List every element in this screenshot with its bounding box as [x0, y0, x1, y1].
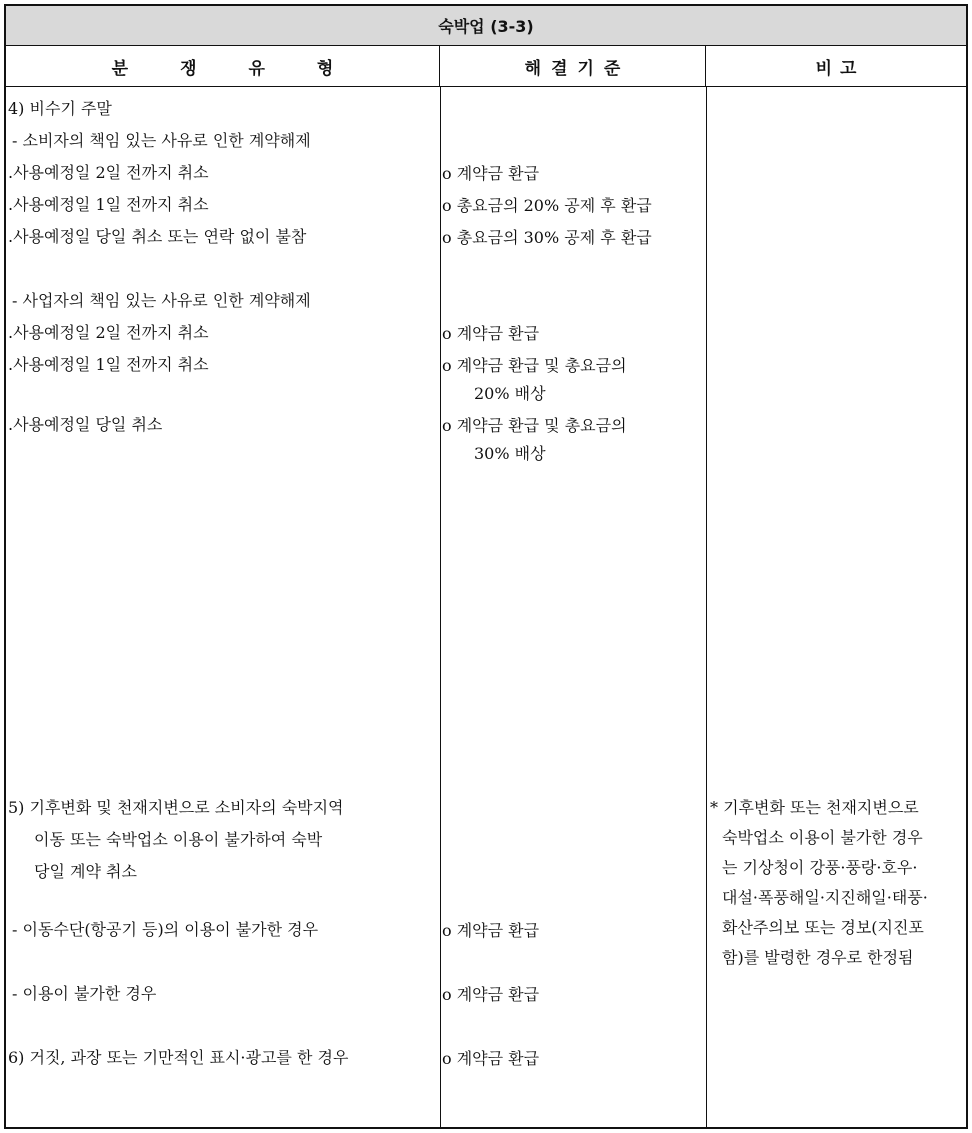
- consumer-fault-heading: - 소비자의 책임 있는 사유로 인한 계약해제: [12, 131, 311, 150]
- header-dispute-type: 분쟁유형: [6, 46, 440, 86]
- business-resolution-2-line1: o 계약금 환급 및 총요금의: [442, 356, 627, 375]
- section5-resolution-1: o 계약금 환급: [442, 921, 540, 940]
- section5-heading-line1: 5) 기후변화 및 천재지변으로 소비자의 숙박지역: [8, 798, 344, 817]
- section5-heading-line3: 당일 계약 취소: [34, 862, 137, 881]
- column-divider: [706, 87, 707, 1127]
- section6-case: 6) 거짓, 과장 또는 기만적인 표시·광고를 한 경우: [8, 1048, 349, 1067]
- remark-line: 는 기상청이 강풍·풍랑·호우·: [722, 858, 918, 877]
- section5-resolution-2: o 계약금 환급: [442, 985, 540, 1004]
- remark-line: 화산주의보 또는 경보(지진포: [722, 918, 924, 937]
- consumer-resolution-2: o 총요금의 20% 공제 후 환급: [442, 196, 652, 215]
- remark-line: * 기후변화 또는 천재지변으로: [710, 798, 919, 817]
- business-resolution-2-line2: 20% 배상: [474, 384, 546, 403]
- consumer-resolution-1: o 계약금 환급: [442, 164, 540, 183]
- business-case-2: .사용예정일 1일 전까지 취소: [8, 355, 209, 374]
- business-case-3: .사용예정일 당일 취소: [8, 415, 163, 434]
- business-case-1: .사용예정일 2일 전까지 취소: [8, 323, 209, 342]
- header-remarks: 비고: [815, 58, 865, 79]
- header-row: [6, 46, 966, 87]
- business-resolution-1: o 계약금 환급: [442, 324, 540, 343]
- business-resolution-3-line2: 30% 배상: [474, 444, 546, 463]
- remark-line: 함)를 발령한 경우로 한정됨: [722, 948, 914, 967]
- section4-heading: 4) 비수기 주말: [8, 99, 112, 118]
- remark-line: 대설·폭풍해일·지진해일·태풍·: [722, 888, 928, 907]
- section5-case-2: - 이용이 불가한 경우: [12, 984, 157, 1003]
- remark-line: 숙박업소 이용이 불가한 경우: [722, 828, 923, 847]
- section5-remark: [710, 793, 968, 973]
- table-title: 숙박업 (3-3): [6, 6, 966, 46]
- section6-resolution: o 계약금 환급: [442, 1049, 540, 1068]
- business-resolution-2: [442, 356, 698, 376]
- section5-case-1: - 이동수단(항공기 등)의 이용이 불가한 경우: [12, 920, 319, 939]
- section5-heading-line2: 이동 또는 숙박업소 이용이 불가하여 숙박: [34, 830, 323, 849]
- consumer-case-2: .사용예정일 1일 전까지 취소: [8, 195, 209, 214]
- business-resolution-3: o 계약금 환급 및 총요금의: [442, 416, 627, 435]
- consumer-resolution-3: o 총요금의 30% 공제 후 환급: [442, 228, 652, 247]
- dispute-resolution-table: [4, 4, 968, 1129]
- column-divider: [440, 87, 441, 1127]
- consumer-case-3: .사용예정일 당일 취소 또는 연락 없이 불참: [8, 227, 307, 246]
- business-fault-heading: - 사업자의 책임 있는 사유로 인한 계약해제: [12, 291, 311, 310]
- consumer-case-1: .사용예정일 2일 전까지 취소: [8, 163, 209, 182]
- header-resolution: 해결기준: [440, 46, 706, 86]
